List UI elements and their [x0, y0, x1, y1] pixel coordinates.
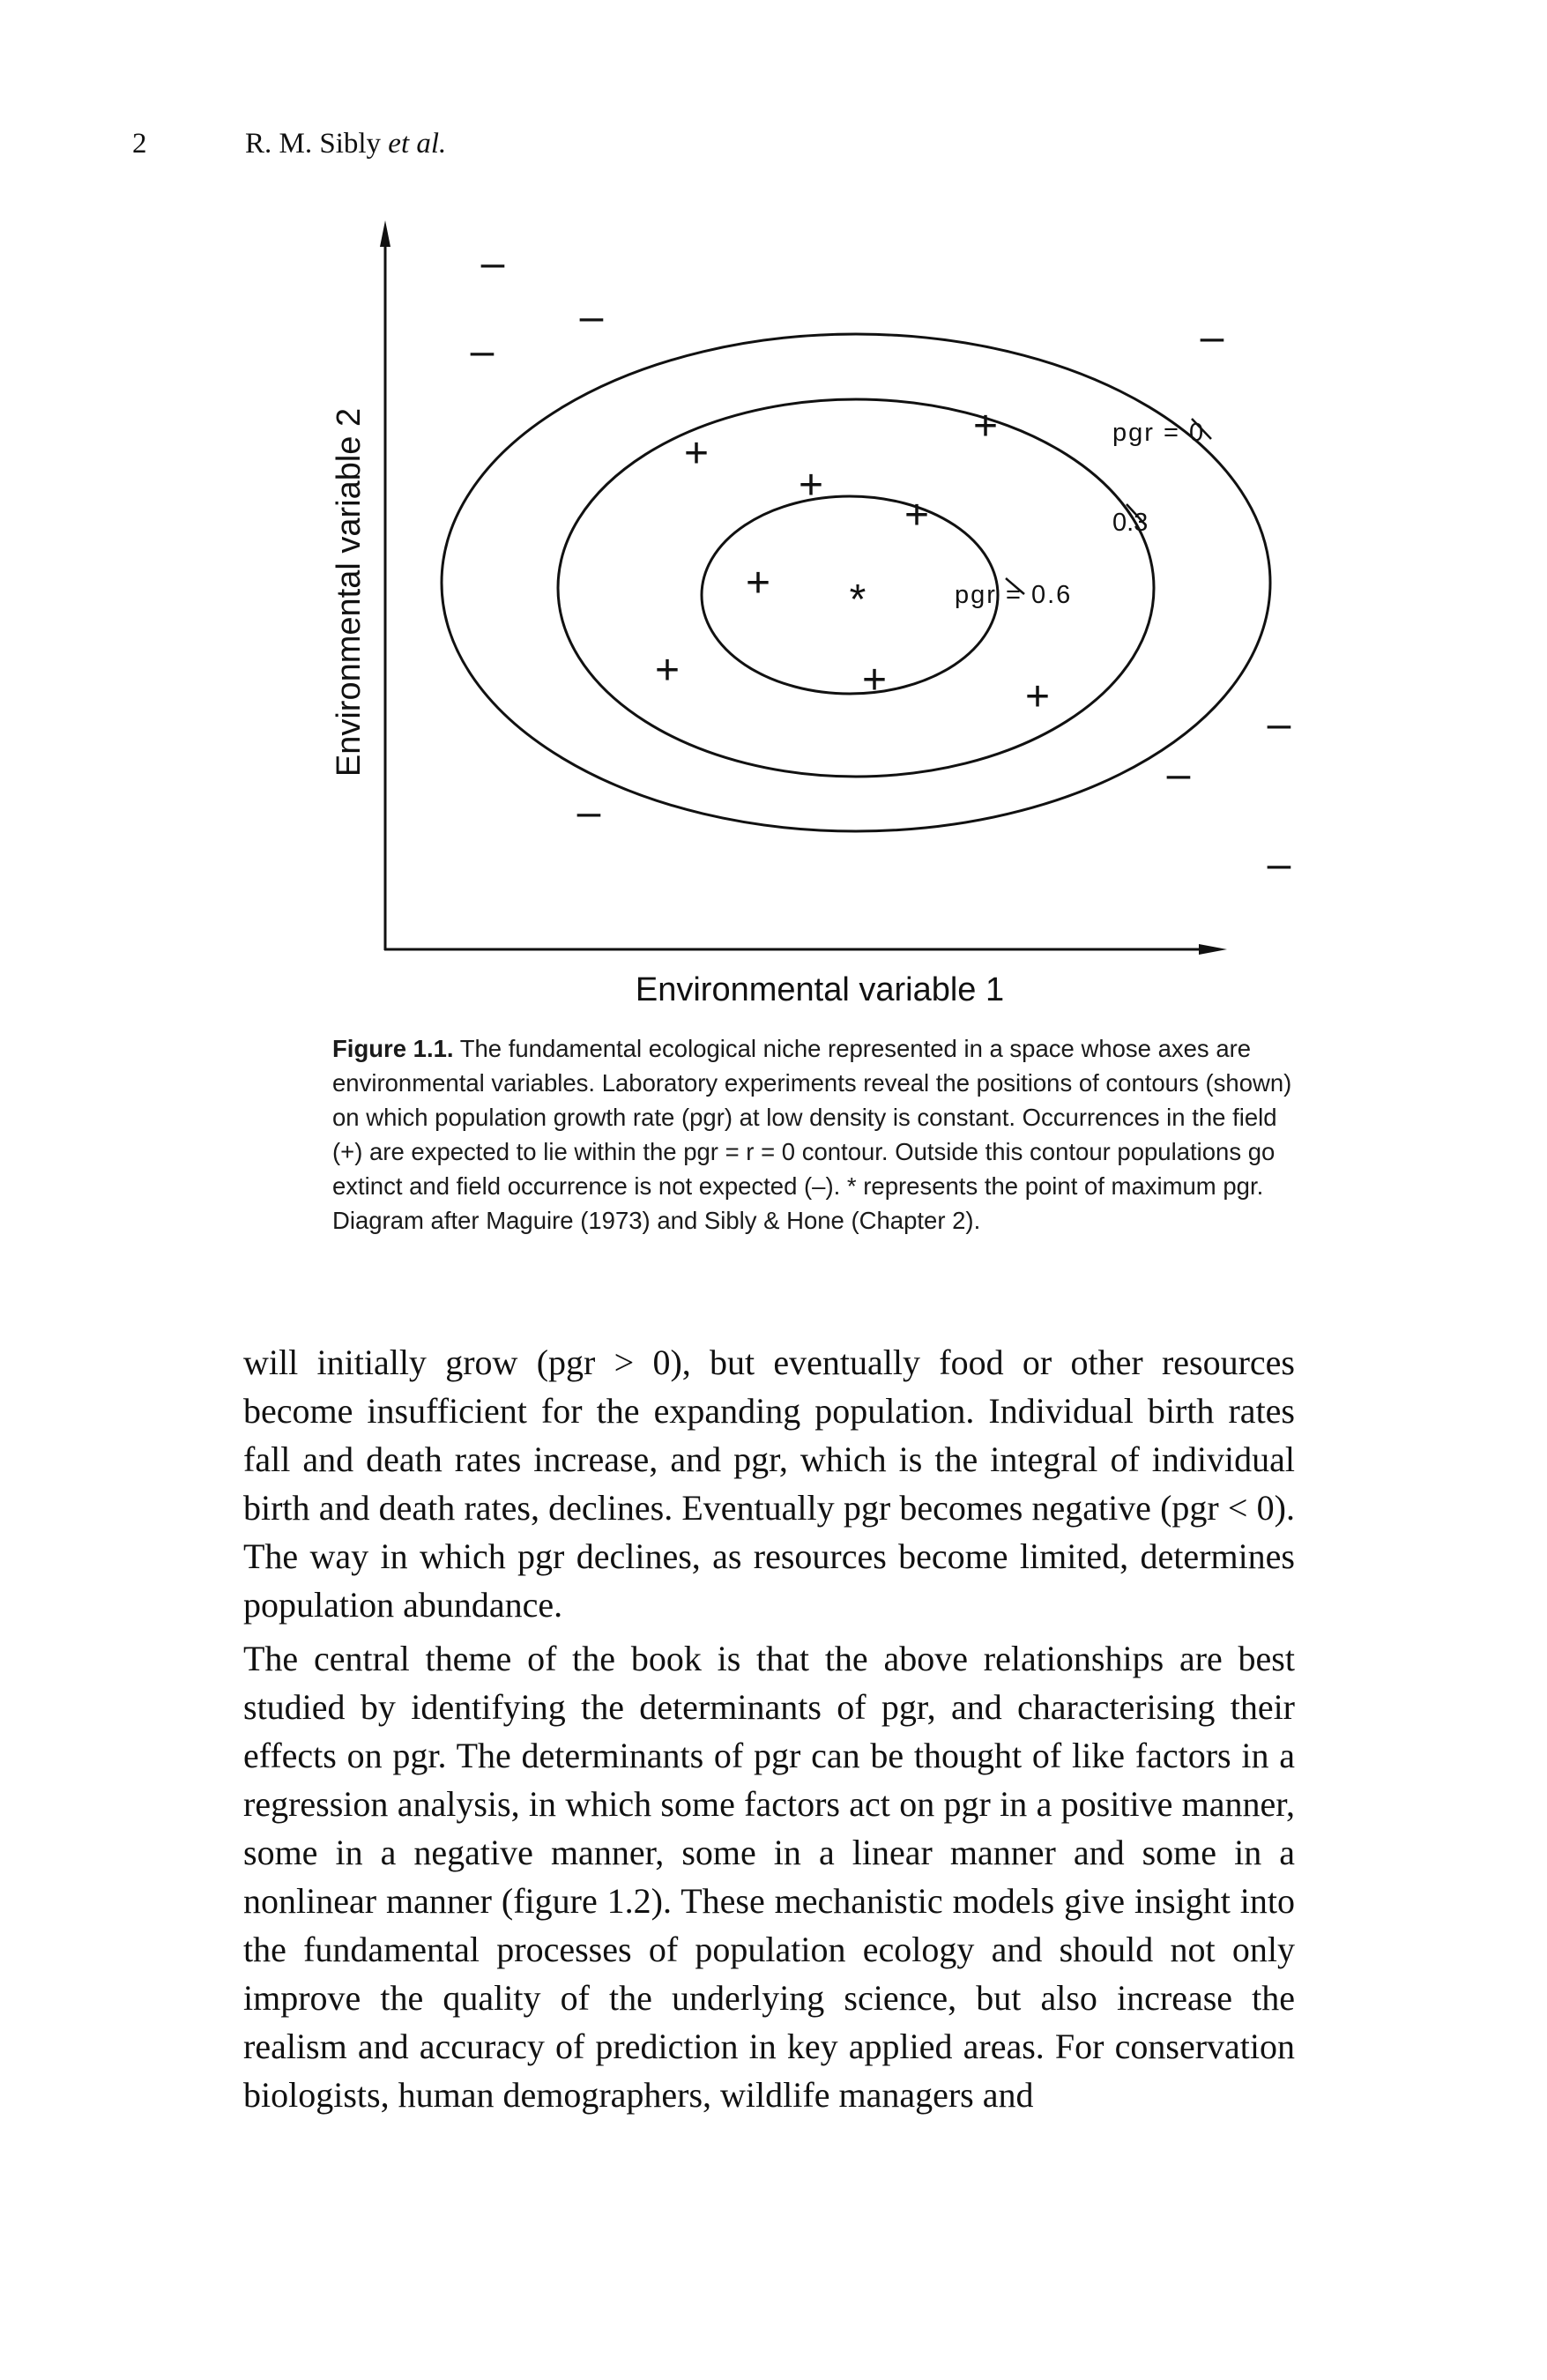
author-etal: et al.	[388, 128, 447, 160]
body-paragraph: The central theme of the book is that the above relationships are best studied by identifying the determinants of pgr, and characterising their effects on pgr. The determinants of pgr can be thought of like factors in a regression analysis, in which some factors act on pgr in a positive manner, some in a negative manner, some in a linear manner and some in a nonlinear manner (figure 1.2). These mechanistic models give insight into the fundamental processes of population ecology and should not only improve the quality of the underlying science, but also increase the realism and accuracy of prediction in key applied areas. For conservation biologists, human demographers, wildlife managers and	[243, 1639, 1295, 2115]
minus-marker: –	[1267, 841, 1291, 888]
plus-marker: +	[861, 657, 888, 703]
author-name: R. M. Sibly	[245, 128, 382, 160]
x-axis-arrowhead	[1199, 944, 1227, 955]
plus-marker: +	[972, 403, 999, 450]
plus-marker: +	[745, 560, 771, 606]
minus-marker: –	[579, 294, 604, 340]
figure-caption-text: The fundamental ecological niche represented in a space whose axes are environmental variables. Laboratory experiments reveal the positions of contours (shown) on which population growth rate (pgr) at low density is constant. Occurrences in the field (+) are expected to lie within the pgr = r = 0 contour. Outside this contour populations go extinct and field occurrence is not expected (–). * represents the point of maximum pgr. Diagram after Maguire (1973) and Sibly & Hone (Chapter 2).	[332, 1035, 1292, 1234]
minus-marker: –	[1267, 701, 1291, 747]
plus-marker: +	[654, 647, 681, 694]
plus-marker: +	[904, 492, 930, 539]
body-text	[243, 1338, 1295, 2119]
figure-caption-label: Figure 1.1.	[332, 1035, 454, 1062]
maximum-pgr-marker: *	[849, 576, 866, 623]
page-number: 2	[132, 128, 147, 160]
figure-caption	[332, 1031, 1311, 1238]
minus-marker: –	[1166, 751, 1191, 798]
plus-marker: +	[1024, 673, 1051, 720]
contour-label-pgr-0: pgr = 0	[1112, 419, 1206, 447]
minus-marker: –	[576, 789, 601, 836]
plus-marker: +	[683, 430, 710, 477]
minus-marker: –	[480, 240, 505, 286]
plus-marker: +	[798, 462, 824, 509]
contour-label-0-3: 0.3	[1112, 509, 1149, 537]
minus-marker: –	[1200, 314, 1224, 361]
y-axis-arrowhead	[380, 220, 390, 247]
body-paragraph: will initially grow (pgr > 0), but eventually food or other resources become insufficient for the expanding population. Individual birth rates fall and death rates increase, and pgr, which is the integral of individual birth and death rates, declines. Eventually pgr becomes negative (pgr < 0). The way in which pgr declines, as resources become limited, determines population abundance.	[243, 1342, 1295, 1625]
minus-marker: –	[470, 328, 495, 375]
niche-diagram	[0, 0, 1547, 1023]
contour-label-pgr-0-6: pgr = 0.6	[955, 581, 1073, 609]
y-axis-label: Environmental variable 2	[331, 407, 368, 777]
x-axis-label: Environmental variable 1	[635, 971, 1005, 1008]
